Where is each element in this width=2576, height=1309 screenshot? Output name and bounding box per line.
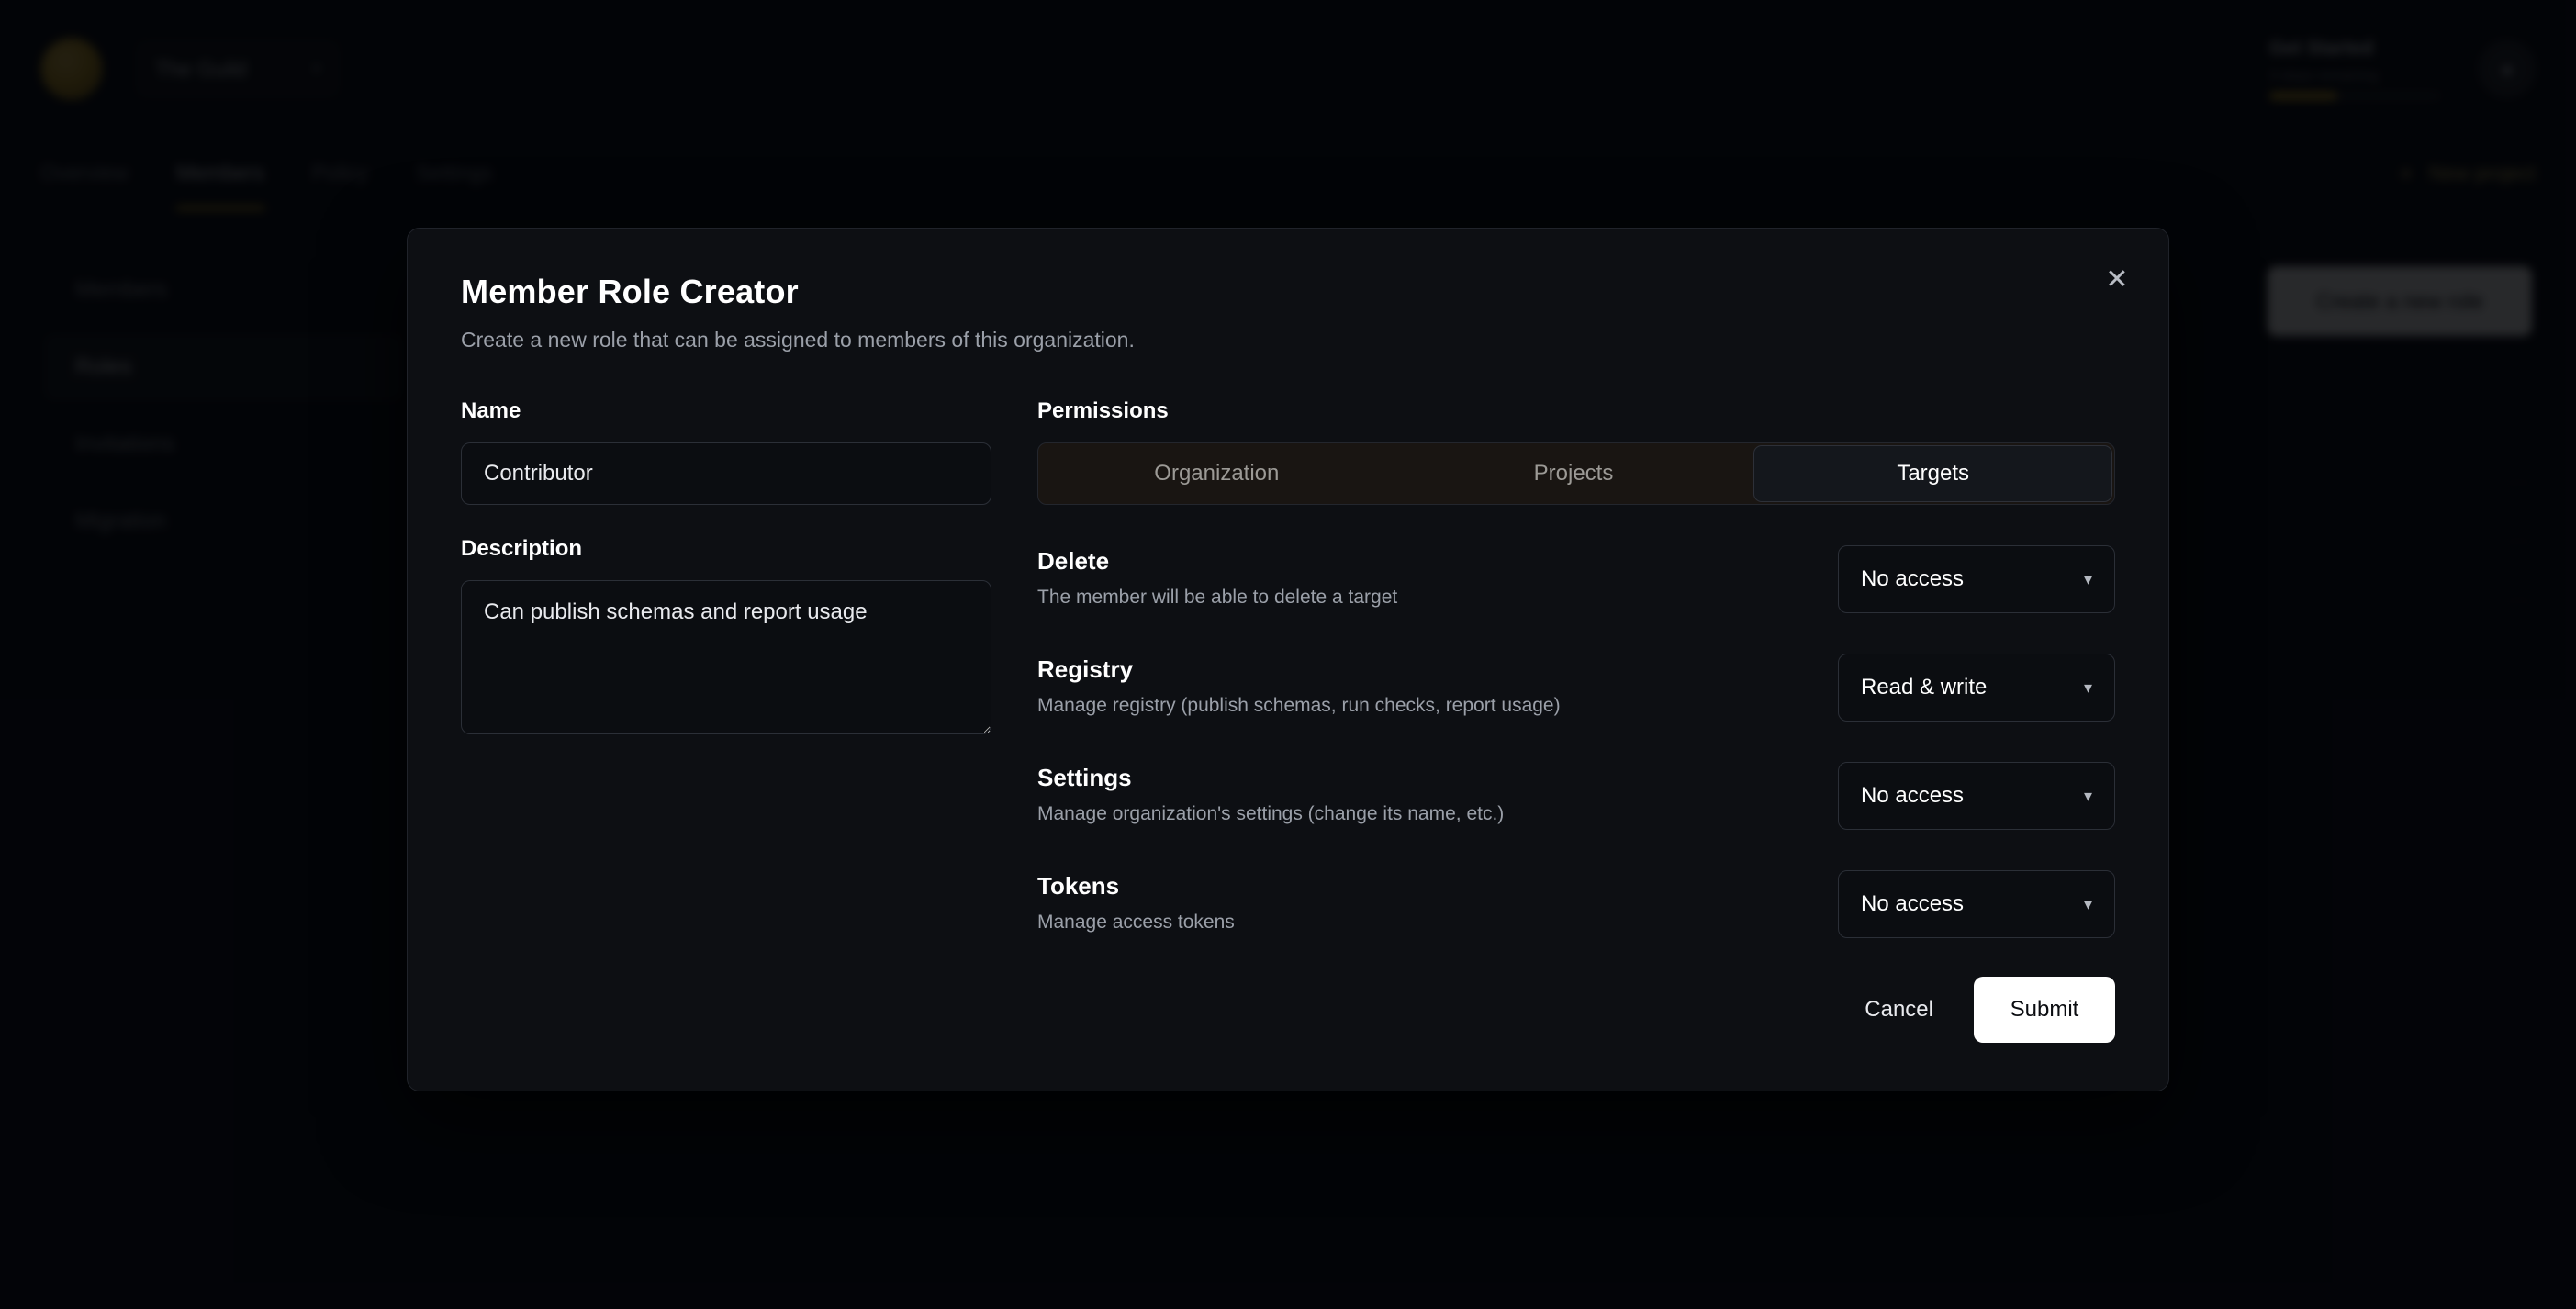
dialog-subtitle: Create a new role that can be assigned to members of this organization. xyxy=(461,328,1135,352)
permission-select-registry[interactable] xyxy=(1838,654,2115,722)
chevron-down-icon: ▾ xyxy=(2083,569,2092,588)
submit-button[interactable]: Submit xyxy=(1974,977,2115,1043)
permission-name: Delete xyxy=(1037,547,1110,575)
description-input[interactable] xyxy=(461,580,991,734)
permission-select-delete[interactable] xyxy=(1838,545,2115,613)
permission-scope-tabs xyxy=(1037,442,2115,505)
permission-description: Manage organization's settings (change its name, etc.) xyxy=(1037,803,1505,824)
permission-select-value: No access xyxy=(1861,891,1965,916)
permission-text xyxy=(1037,654,1561,717)
permission-select-value: No access xyxy=(1861,566,1965,591)
permission-row-registry xyxy=(1037,654,2115,722)
permission-row-tokens xyxy=(1037,870,2115,938)
chevron-down-icon: ▾ xyxy=(2083,677,2092,697)
permission-select-settings[interactable] xyxy=(1838,762,2115,830)
permission-select-value: No access xyxy=(1861,783,1965,808)
permission-description: Manage access tokens xyxy=(1037,912,1235,933)
permission-select-value: Read & write xyxy=(1861,675,1988,699)
chevron-down-icon: ▾ xyxy=(2083,894,2092,913)
permission-row-settings xyxy=(1037,762,2115,830)
description-label: Description xyxy=(461,536,583,561)
permission-text xyxy=(1037,870,1235,934)
tab-organization[interactable]: Organization xyxy=(1154,461,1280,486)
dialog-footer xyxy=(1855,977,2115,1043)
permission-name: Tokens xyxy=(1037,872,1120,900)
permission-description: The member will be able to delete a target xyxy=(1037,587,1398,608)
permission-select-tokens[interactable] xyxy=(1838,870,2115,938)
dialog-body xyxy=(461,398,2115,938)
permission-text xyxy=(1037,545,1397,609)
permissions-label: Permissions xyxy=(1037,398,1169,423)
close-icon[interactable]: ✕ xyxy=(2105,264,2129,295)
permission-description: Manage registry (publish schemas, run checks, report usage) xyxy=(1037,695,1561,716)
permission-name: Registry xyxy=(1037,655,1134,683)
permission-text xyxy=(1037,762,1504,825)
permission-name: Settings xyxy=(1037,764,1132,791)
dialog-title: Member Role Creator xyxy=(461,273,799,310)
name-input[interactable] xyxy=(461,442,991,505)
cancel-button[interactable]: Cancel xyxy=(1855,980,1943,1039)
dialog-right-column xyxy=(1037,398,2115,938)
chevron-down-icon: ▾ xyxy=(2083,786,2092,805)
tab-targets[interactable]: Targets xyxy=(1753,445,2112,502)
name-label: Name xyxy=(461,398,521,423)
permission-row-delete xyxy=(1037,545,2115,613)
tab-projects[interactable]: Projects xyxy=(1533,461,1614,486)
member-role-creator-dialog xyxy=(407,228,2169,1091)
dialog-left-column xyxy=(461,398,993,938)
